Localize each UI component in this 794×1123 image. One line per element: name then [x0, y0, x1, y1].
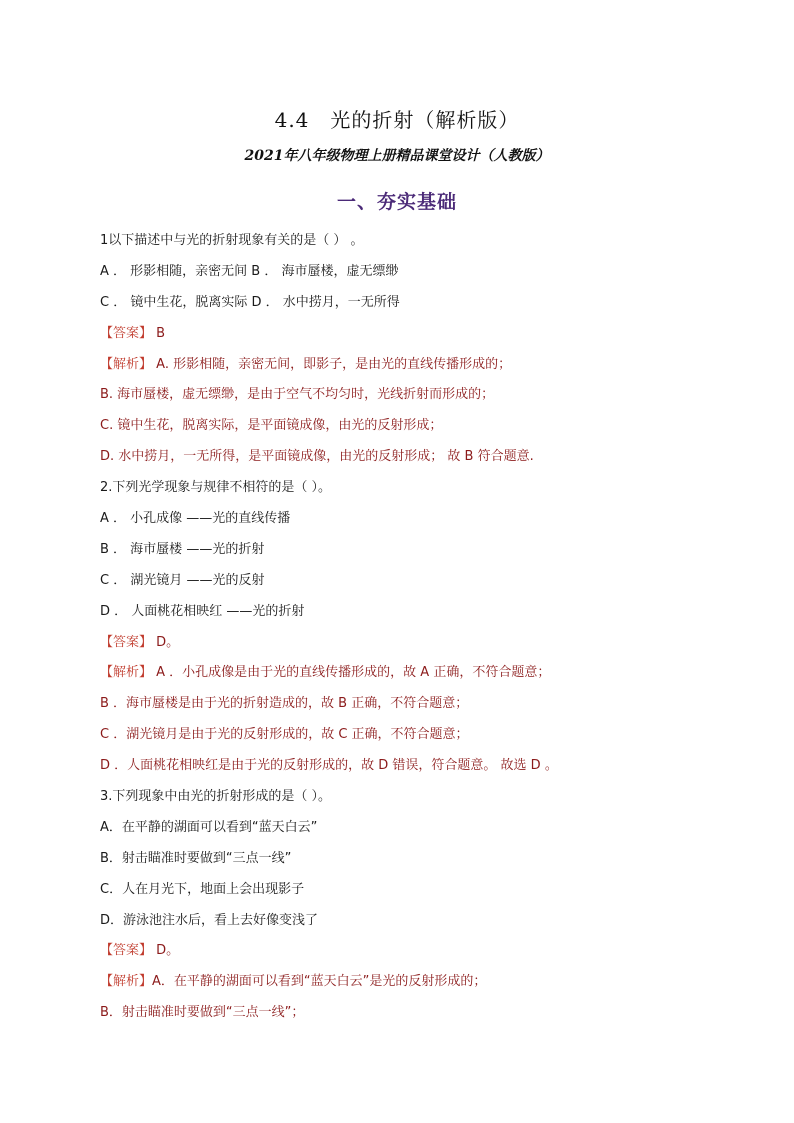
analysis-line	[100, 751, 720, 782]
analysis-tag: 【解析】	[100, 665, 153, 681]
question-line	[100, 782, 720, 813]
line-text: A．在平静的湖面可以看到“蓝天白云”	[100, 819, 318, 835]
line-text: C. 镜中生花，脱离实际，是平面镜成像，由光的反射形成；	[100, 418, 443, 434]
line-text: C ．湖光镜月是由于光的反射形成的，故 C 正确，不符合题意；	[100, 727, 469, 743]
line-text: B	[152, 325, 166, 341]
analysis-line	[100, 411, 720, 442]
answer-line	[100, 319, 720, 350]
question-line	[100, 906, 720, 937]
analysis-line	[100, 998, 720, 1029]
analysis-line	[100, 658, 720, 689]
analysis-tag: 【解析】	[100, 356, 153, 372]
line-text: D。	[152, 943, 180, 959]
question-line	[100, 844, 720, 875]
line-text: A．在平静的湖面可以看到“蓝天白云”是光的反射形成的；	[152, 974, 487, 990]
answer-tag: 【答案】	[100, 943, 153, 959]
line-text: B．射击瞄准时要做到“三点一线”	[100, 850, 292, 866]
answer-line	[100, 628, 720, 659]
question-line	[100, 566, 720, 597]
page-subtitle: 2021年八年级物理上册精品课堂设计（人教版）	[244, 148, 550, 164]
line-text: 2.下列光学现象与规律不相符的是（ ）。	[100, 480, 332, 496]
analysis-line	[100, 380, 720, 411]
analysis-line	[100, 689, 720, 720]
question-line	[100, 535, 720, 566]
line-text: D ．人面桃花相映红是由于光的反射形成的，故 D 错误，符合题意。 故选 D 。	[100, 758, 558, 774]
question-line	[100, 597, 720, 628]
line-text: D. 水中捞月，一无所得，是平面镜成像，由光的反射形成； 故 B 符合题意.	[100, 449, 534, 465]
question-line	[100, 257, 720, 288]
line-text: D ． 人面桃花相映红 ——光的折射	[100, 603, 305, 619]
section-heading: 一、夯实基础	[336, 191, 457, 213]
question-line	[100, 288, 720, 319]
question-line	[100, 473, 720, 504]
analysis-line	[100, 967, 720, 998]
question-line	[100, 226, 720, 257]
answer-line	[100, 936, 720, 967]
analysis-line	[100, 350, 720, 381]
line-text: D。	[152, 634, 180, 650]
question-line	[100, 875, 720, 906]
line-text: B. 海市蜃楼，虚无缥缈，是由于空气不均匀时，光线折射而形成的；	[100, 387, 495, 403]
line-text: D．游泳池注水后，看上去好像变浅了	[100, 912, 319, 928]
line-text: A. 形影相随，亲密无间，即影子，是由光的直线传播形成的；	[152, 356, 512, 372]
line-text: A ． 形影相随，亲密无间 B ． 海市蜃楼，虚无缥缈	[100, 263, 399, 279]
line-text: B ．海市蜃楼是由于光的折射造成的，故 B 正确，不符合题意；	[100, 696, 469, 712]
page-title: 4.4 光的折射（解析版）	[274, 108, 520, 132]
line-text: C ． 湖光镜月 ——光的反射	[100, 572, 265, 588]
line-text: A ． 小孔成像 ——光的直线传播	[100, 511, 291, 527]
line-text: B ． 海市蜃楼 ——光的折射	[100, 541, 265, 557]
line-text: B．射击瞄准时要做到“三点一线”；	[100, 1005, 305, 1021]
line-text: C ． 镜中生花，脱离实际 D ． 水中捞月，一无所得	[100, 294, 400, 310]
analysis-tag: 【解析】	[100, 974, 153, 990]
question-list	[100, 226, 720, 1029]
question-line	[100, 813, 720, 844]
analysis-line	[100, 442, 720, 473]
answer-tag: 【答案】	[100, 325, 153, 341]
line-text: A ．小孔成像是由于光的直线传播形成的，故 A 正确，不符合题意；	[152, 665, 551, 681]
answer-tag: 【答案】	[100, 634, 153, 650]
line-text: 3.下列现象中由光的折射形成的是（ ）。	[100, 789, 332, 805]
line-text: 1以下描述中与光的折射现象有关的是（ ） 。	[100, 233, 364, 248]
line-text: C．人在月光下，地面上会出现影子	[100, 881, 305, 897]
analysis-line	[100, 720, 720, 751]
question-line	[100, 504, 720, 535]
